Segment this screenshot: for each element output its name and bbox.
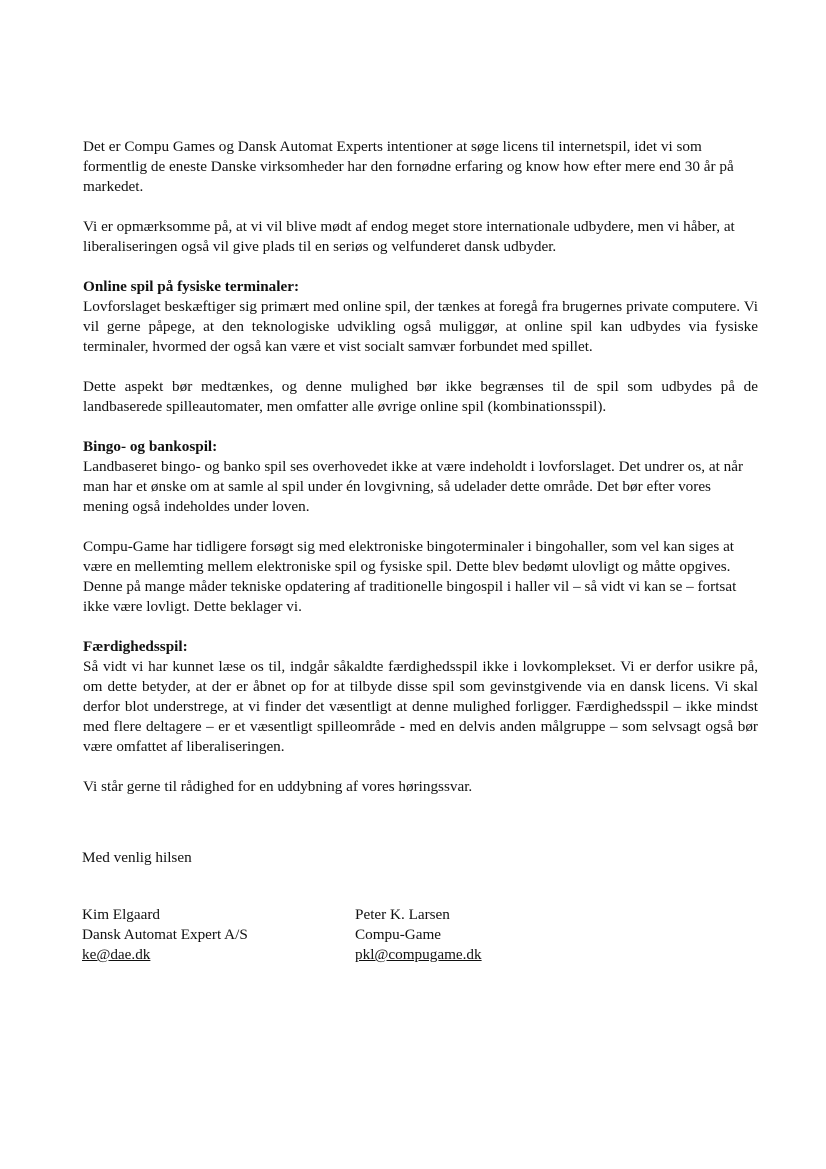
section-paragraph: Compu-Game har tidligere forsøgt sig med elektroniske bingoterminaler i bingohaller, som vel kan siges at være en mellemting mellem elektroniske spil og fysiske spil. Dette blev bedømt ulovligt og måtte opgives. Denne på mange måder tekniske opdatering af traditionelle bingospil i haller vil – så vidt vi kan se – fortsat ikke være lovligt. Dette beklager vi. [83,538,737,615]
section-paragraph [83,437,758,517]
section-bingo [83,437,758,617]
outro-paragraph: Vi står gerne til rådighed for en uddybning af vores høringssvar. [83,778,473,795]
section-text: Landbaseret bingo- og banko spil ses overhovedet ikke at være indeholdt i lovforslaget. Det undrer os, at når man har et ønske om at samle al spil under én lovgivning, så udelader dette område. Det bør efter vores mening også indeholdes under loven. [83,458,744,515]
signer-company: Compu-Game [355,926,442,943]
section-skill-games [83,637,758,757]
section-paragraph: Dette aspekt bør medtænkes, og denne mulighed bør ikke begrænses til de spil som udbydes på de landbaserede spilleautomater, men omfatter alle øvrige online spil (kombinationsspil). [83,378,758,415]
section-heading: Online spil på fysiske terminaler: [83,278,299,295]
section-text: Så vidt vi har kunnet læse os til, indgår såkaldte færdighedsspil ikke i lovkomplekset. Vi er derfor usikre på, om dette betyder, at der er åbnet op for at tilbyde disse spil som gevinstgivende via en dansk licens. Vi skal derfor blot understrege, at vi finder det væsentligt at denne mulighed forligger. Færdighedsspil – ikke mindst med flere deltagere – er et væsentligt spilleområde - med en delvis anden målgruppe – som selvsagt også bør være omfattet af liberaliseringen. [83,658,758,755]
signature-right [355,905,482,965]
signer-company: Dansk Automat Expert A/S [82,926,248,943]
intro-paragraph-1: Det er Compu Games og Dansk Automat Experts intentioner at søge licens til internetspil, idet vi som formentlig de eneste Danske virksomheder har den fornødne erfaring og know how efter mere end 30 år på markedet. [83,138,734,195]
signature-left [82,905,248,965]
signer-email-link[interactable]: pkl@compugame.dk [355,946,482,963]
section-paragraph [83,637,758,757]
section-text: Lovforslaget beskæftiger sig primært med online spil, der tænkes at foregå fra brugernes private computere. Vi vil gerne påpege, at den teknologiske udvikling også muliggør, at online spil kan udbydes via fysiske terminaler, hvormed der også kan være et vist socialt samvær forbundet med spillet. [83,298,758,355]
section-heading: Færdighedsspil: [83,638,188,655]
section-online-terminals [83,277,758,417]
signer-email-link[interactable]: ke@dae.dk [82,946,151,963]
signer-name: Peter K. Larsen [355,906,450,923]
closing-greeting: Med venlig hilsen [82,849,192,866]
section-paragraph [83,277,758,357]
intro-paragraph-2: Vi er opmærksomme på, at vi vil blive mødt af endog meget store internationale udbydere, men vi håber, at liberaliseringen også vil give plads til en seriøs og velfunderet dansk udbyder. [83,218,735,255]
section-heading: Bingo- og bankospil: [83,438,218,455]
signer-name: Kim Elgaard [82,906,161,923]
letter-body [83,137,758,817]
